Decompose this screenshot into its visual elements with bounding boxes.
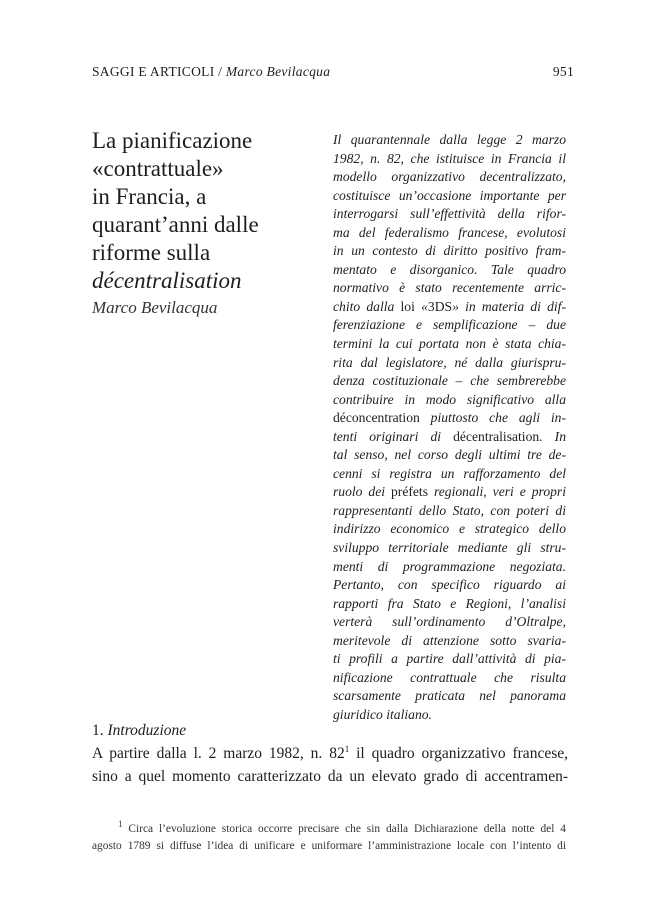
abstract-text: rita dal legislatore, né dalla giurispru-	[333, 354, 566, 370]
abstract-text: cenni si registra un rafforzamento del	[333, 465, 566, 481]
abstract-text: 1982, n. 82, che istituisce in Francia il	[333, 150, 566, 166]
body-line	[92, 743, 568, 766]
footnote-text: Circa l’evoluzione storica occorre precisare che sin dalla Dichiarazione della notte del 4	[122, 823, 566, 835]
abstract-line	[333, 187, 566, 206]
author-name: Marco Bevilacqua	[92, 298, 218, 317]
abstract-line	[333, 242, 566, 261]
abstract-text: denza costituzionale – che sembrerebbe	[333, 373, 566, 389]
abstract-text: normativo è stato recentemente arric-	[333, 280, 566, 296]
abstract-text: costituisce un’occasione importante per	[333, 187, 566, 203]
abstract-text: verterà sull’ordinamento d’Oltralpe,	[333, 614, 566, 630]
footnote	[92, 821, 566, 855]
abstract-text: ruolo dei	[333, 484, 391, 500]
abstract-upright-term: préfets	[391, 484, 428, 500]
abstract-line	[333, 316, 566, 335]
title-line: in Francia, a	[92, 184, 207, 209]
footnote-line: agosto 1789 si diffuse l’idea di unificare e uniformare l’amministrazione locale con l’intento di	[92, 840, 566, 852]
abstract-text: rapporti fra Stato e Regioni, l’analisi	[333, 595, 566, 611]
page-number: 951	[552, 64, 574, 79]
header-section-label: SAGGI E ARTICOLI /	[92, 64, 226, 79]
abstract-line	[333, 520, 566, 539]
title-line-italic: décentralisation	[92, 268, 242, 293]
abstract-line	[333, 539, 566, 558]
abstract-text: «	[414, 298, 428, 314]
abstract-line	[333, 576, 566, 595]
abstract-line	[333, 613, 566, 632]
abstract-text: interrogarsi sull’effettività della rifor-	[333, 206, 566, 222]
abstract-line	[333, 669, 566, 688]
header-section	[92, 64, 330, 80]
abstract-upright-term: 3DS	[427, 298, 453, 314]
abstract-line	[333, 205, 566, 224]
body-line: sino a quel momento caratterizzato da un elevato grado di accentramen-	[92, 767, 568, 785]
abstract-text: . In	[539, 428, 567, 444]
abstract-upright-term: décentralisation	[453, 428, 540, 444]
abstract-line	[333, 483, 566, 502]
footnote-reference[interactable]: 1	[344, 743, 350, 754]
article-title	[92, 127, 317, 295]
abstract-text: contribuire in modo significativo alla	[333, 391, 566, 407]
title-line: «contrattuale»	[92, 156, 224, 181]
abstract-text: chito dalla	[333, 298, 401, 314]
abstract-text: menti di programmazione negoziata.	[333, 558, 566, 574]
body-paragraph	[92, 743, 568, 788]
abstract-text: regionali, veri e propri	[428, 484, 566, 500]
body-text-segment: il quadro organizzativo francese,	[349, 745, 568, 762]
abstract-line	[333, 650, 566, 669]
abstract-text: in un contesto di diritto positivo fram-	[333, 243, 566, 259]
abstract-text: ti profili a partire dall’attività di pia-	[333, 651, 566, 667]
abstract-text: tenti originari di	[333, 428, 454, 444]
abstract-text: nificazione contrattuale che risulta	[333, 669, 566, 685]
section-title: Introduzione	[107, 722, 187, 739]
abstract-line	[333, 391, 566, 410]
abstract-line	[333, 446, 566, 465]
abstract-line	[333, 168, 566, 187]
abstract-line	[333, 502, 566, 521]
abstract-text: ferenziazione e semplificazione – due	[333, 317, 566, 333]
abstract	[333, 131, 566, 725]
abstract-text: indirizzo economico e strategico dello	[333, 521, 566, 537]
abstract-line	[333, 632, 566, 651]
abstract-line	[333, 372, 566, 391]
abstract-text: sviluppo territoriale mediante gli stru-	[333, 540, 566, 556]
abstract-text: tal senso, nel corso degli ultimi tre de-	[333, 447, 566, 463]
abstract-text: giuridico italiano.	[333, 706, 432, 722]
footnote-marker: 1	[118, 819, 123, 830]
abstract-line	[333, 687, 566, 706]
title-line: riforme sulla	[92, 240, 211, 265]
abstract-text: modello organizzativo decentralizzato,	[333, 169, 566, 185]
abstract-text: scarsamente praticata nel panorama	[333, 688, 566, 704]
abstract-text: mentato e disorganico. Tale quadro	[333, 261, 566, 277]
body-text-segment: A partire dalla l. 2 marzo 1982, n. 82	[92, 745, 345, 762]
section-number: 1.	[92, 722, 108, 739]
abstract-upright-term: loi	[400, 298, 415, 314]
abstract-line	[333, 224, 566, 243]
abstract-upright-term: déconcentration	[333, 410, 420, 426]
abstract-line	[333, 298, 566, 317]
abstract-text: meritevole di attenzione sotto svaria-	[333, 632, 566, 648]
abstract-line	[333, 131, 566, 150]
abstract-line	[333, 595, 566, 614]
abstract-line	[333, 335, 566, 354]
abstract-text: rappresentanti dello Stato, con poteri di	[333, 502, 566, 518]
abstract-line	[333, 279, 566, 298]
abstract-line	[333, 150, 566, 169]
title-line: La pianificazione	[92, 128, 253, 153]
abstract-text: termini la cui portata non è stata chia-	[333, 336, 566, 352]
footnote-line	[92, 821, 566, 838]
abstract-text: piuttosto che agli in-	[419, 410, 566, 426]
abstract-line	[333, 409, 566, 428]
title-line: quarant’anni dalle	[92, 212, 259, 237]
abstract-line	[333, 706, 566, 725]
section-heading	[92, 722, 186, 740]
abstract-line	[333, 465, 566, 484]
abstract-text: ma del federalismo francese, evolutosi	[333, 224, 566, 240]
header-author: Marco Bevilacqua	[225, 64, 331, 79]
abstract-line	[333, 354, 566, 373]
abstract-line	[333, 428, 566, 447]
abstract-text: Il quarantennale dalla legge 2 marzo	[333, 132, 566, 147]
abstract-line	[333, 558, 566, 577]
abstract-line	[333, 261, 566, 280]
abstract-text: Pertanto, con specifico riguardo ai	[333, 577, 566, 593]
abstract-text: » in materia di dif-	[452, 298, 566, 314]
